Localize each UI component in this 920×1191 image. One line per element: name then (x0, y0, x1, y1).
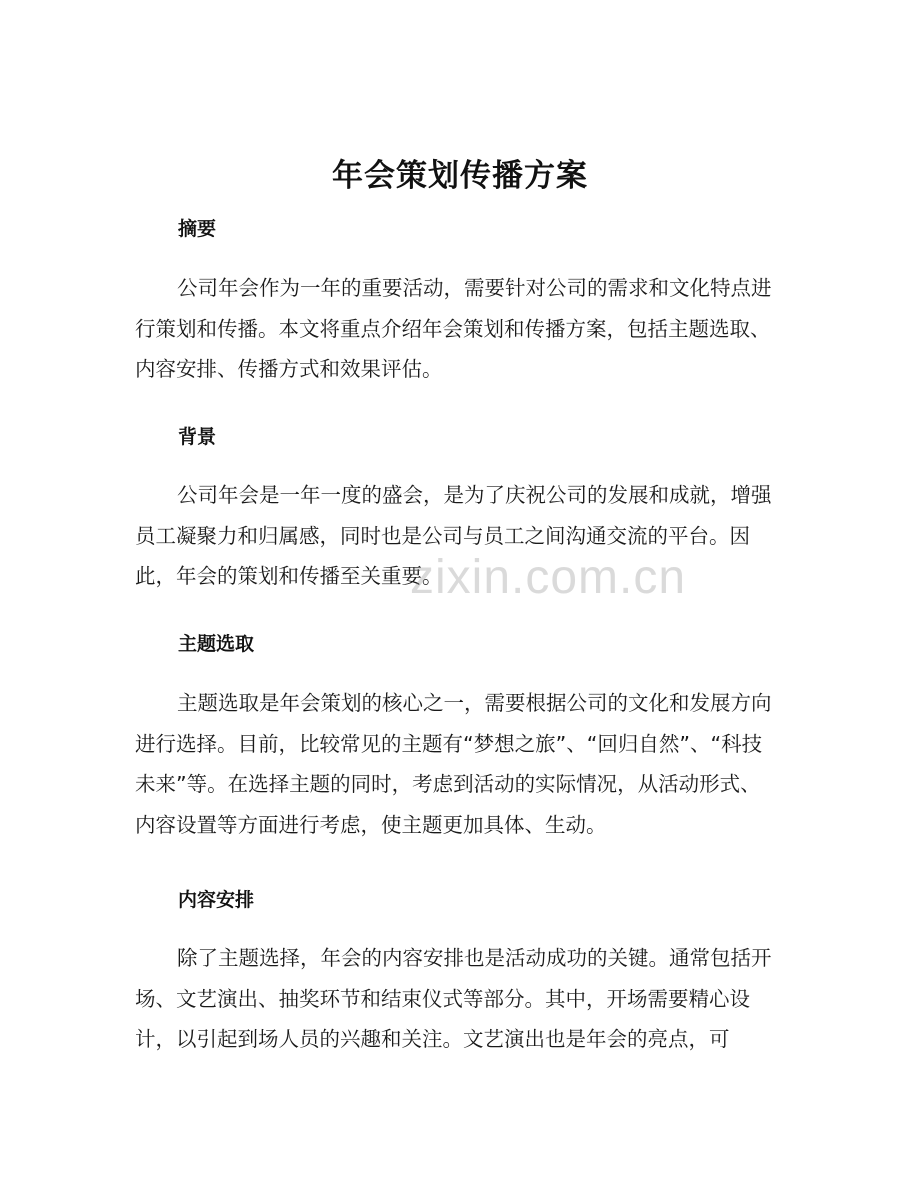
section-heading-background: 背景 (178, 426, 217, 448)
watermark: zixin.com.cn (410, 551, 687, 604)
section-heading-content: 内容安排 (178, 889, 255, 911)
section-paragraph-abstract: 公司年会作为一年的重要活动，需要针对公司的需求和文化特点进行策划和传播。本文将重点介绍年会策划和传播方案，包括主题选取、内容安排、传播方式和效果评估。 (135, 276, 772, 381)
document-title: 年会策划传播方案 (332, 158, 588, 194)
section-paragraph-background: 公司年会是一年一度的盛会，是为了庆祝公司的发展和成就，增强员工凝聚力和归属感，同时也是公司与员工之间沟通交流的平台。因此，年会的策划和传播至关重要。 (135, 483, 772, 588)
section-paragraph-content: 除了主题选择，年会的内容安排也是活动成功的关键。通常包括开场、文艺演出、抽奖环节和结束仪式等部分。其中，开场需要精心设计，以引起到场人员的兴趣和关注。文艺演出也是年会的亮点，可 (135, 946, 772, 1051)
section-paragraph-theme: 主题选取是年会策划的核心之一，需要根据公司的文化和发展方向进行选择。目前，比较常见的主题有“梦想之旅”、“回归自然”、“科技未来”等。在选择主题的同时，考虑到活动的实际情况，从活动形式、内容设置等方面进行考虑，使主题更加具体、生动。 (135, 691, 772, 837)
section-heading-theme: 主题选取 (178, 633, 255, 655)
section-heading-abstract: 摘要 (178, 218, 217, 240)
